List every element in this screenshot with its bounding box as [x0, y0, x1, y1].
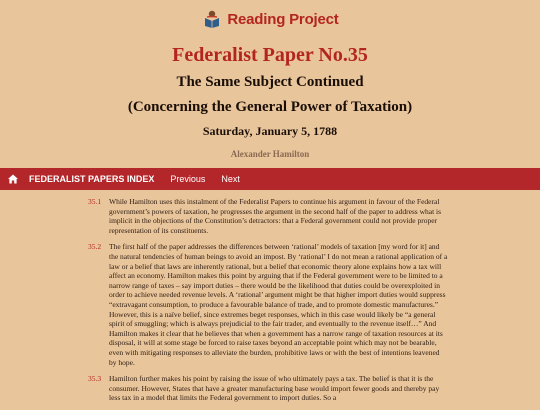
paragraph-number: 35.3 — [88, 374, 102, 384]
paragraph-text: While Hamilton uses this instalment of the Federalist Papers to continue his argument in favour of the Federal government’s powers of taxation, he progresses the argument in the second half of the paper to address what is implicit in the objections of the Constitution’s detractors: that a Federal government could not provide proper representation of its constituents. — [109, 197, 442, 235]
paragraph — [88, 374, 448, 403]
federalist-papers-index-link[interactable]: FEDERALIST PAPERS INDEX — [29, 174, 155, 184]
next-link[interactable]: Next — [221, 174, 240, 184]
paragraph-text: Hamilton further makes his point by raising the issue of who ultimately pays a tax. The belief is that it is the consumer. However, States that have a greater manufacturing base would import fewer goods and thereby pay less tax in a model that limits the Federal government to import duties. So a — [109, 374, 440, 403]
paragraph-text: The first half of the paper addresses the differences between ‘rational’ models of taxation [my word for it] and the natural tendencies of human beings to avoid an impost. By ‘rational’ I do not mean a rational application of a law or a belief that laws are inherently rational, but a belief that economic theory alone explains how a tax will affect an economy. Hamilton makes this point by arguing that if the Federal government were to be limited to a narrow range of taxes – say import duties – there would be the likelihood that duties could be overexploited in order to achieve needed revenue levels. A ‘rational’ argument might be that higher import duties would suppress “extravagant consumption, to produce a favourable balance of trade, and to promote domestic manufactures.” However, this is a naïve belief, since extremes beget responses, which in this case would likely be “a general spirit of smuggling; which is always prejudicial to the fair trader, and eventually to the revenue itself…” And Hamilton makes it clear that he believes that when a government has a narrow range of taxation resources at its disposal, it will at some stage be forced to raise taxes beyond an acceptable point which may not be bearable, even with mitigating responses to alleviate the burden, prohibitive laws or with the best of intentions leavened by hope. — [109, 242, 448, 367]
home-icon[interactable] — [7, 173, 19, 185]
page-subtitle-secondary: (Concerning the General Power of Taxation) — [127, 99, 413, 115]
article-body — [88, 197, 448, 410]
site-logo[interactable] — [0, 8, 540, 30]
paragraph-number: 35.2 — [88, 242, 102, 252]
navigation-bar — [0, 168, 540, 190]
page-title: Federalist Paper No.35 — [172, 44, 368, 66]
paragraph — [88, 242, 448, 367]
reading-project-logo-icon — [201, 8, 223, 30]
page-subtitle: The Same Subject Continued — [176, 74, 364, 90]
paragraph-number: 35.1 — [88, 197, 102, 206]
logo-text: Reading Project — [227, 10, 339, 28]
paragraph — [88, 197, 448, 235]
author-name: Alexander Hamilton — [230, 149, 310, 159]
publication-date: Saturday, January 5, 1788 — [202, 124, 338, 138]
previous-link[interactable]: Previous — [170, 174, 206, 184]
